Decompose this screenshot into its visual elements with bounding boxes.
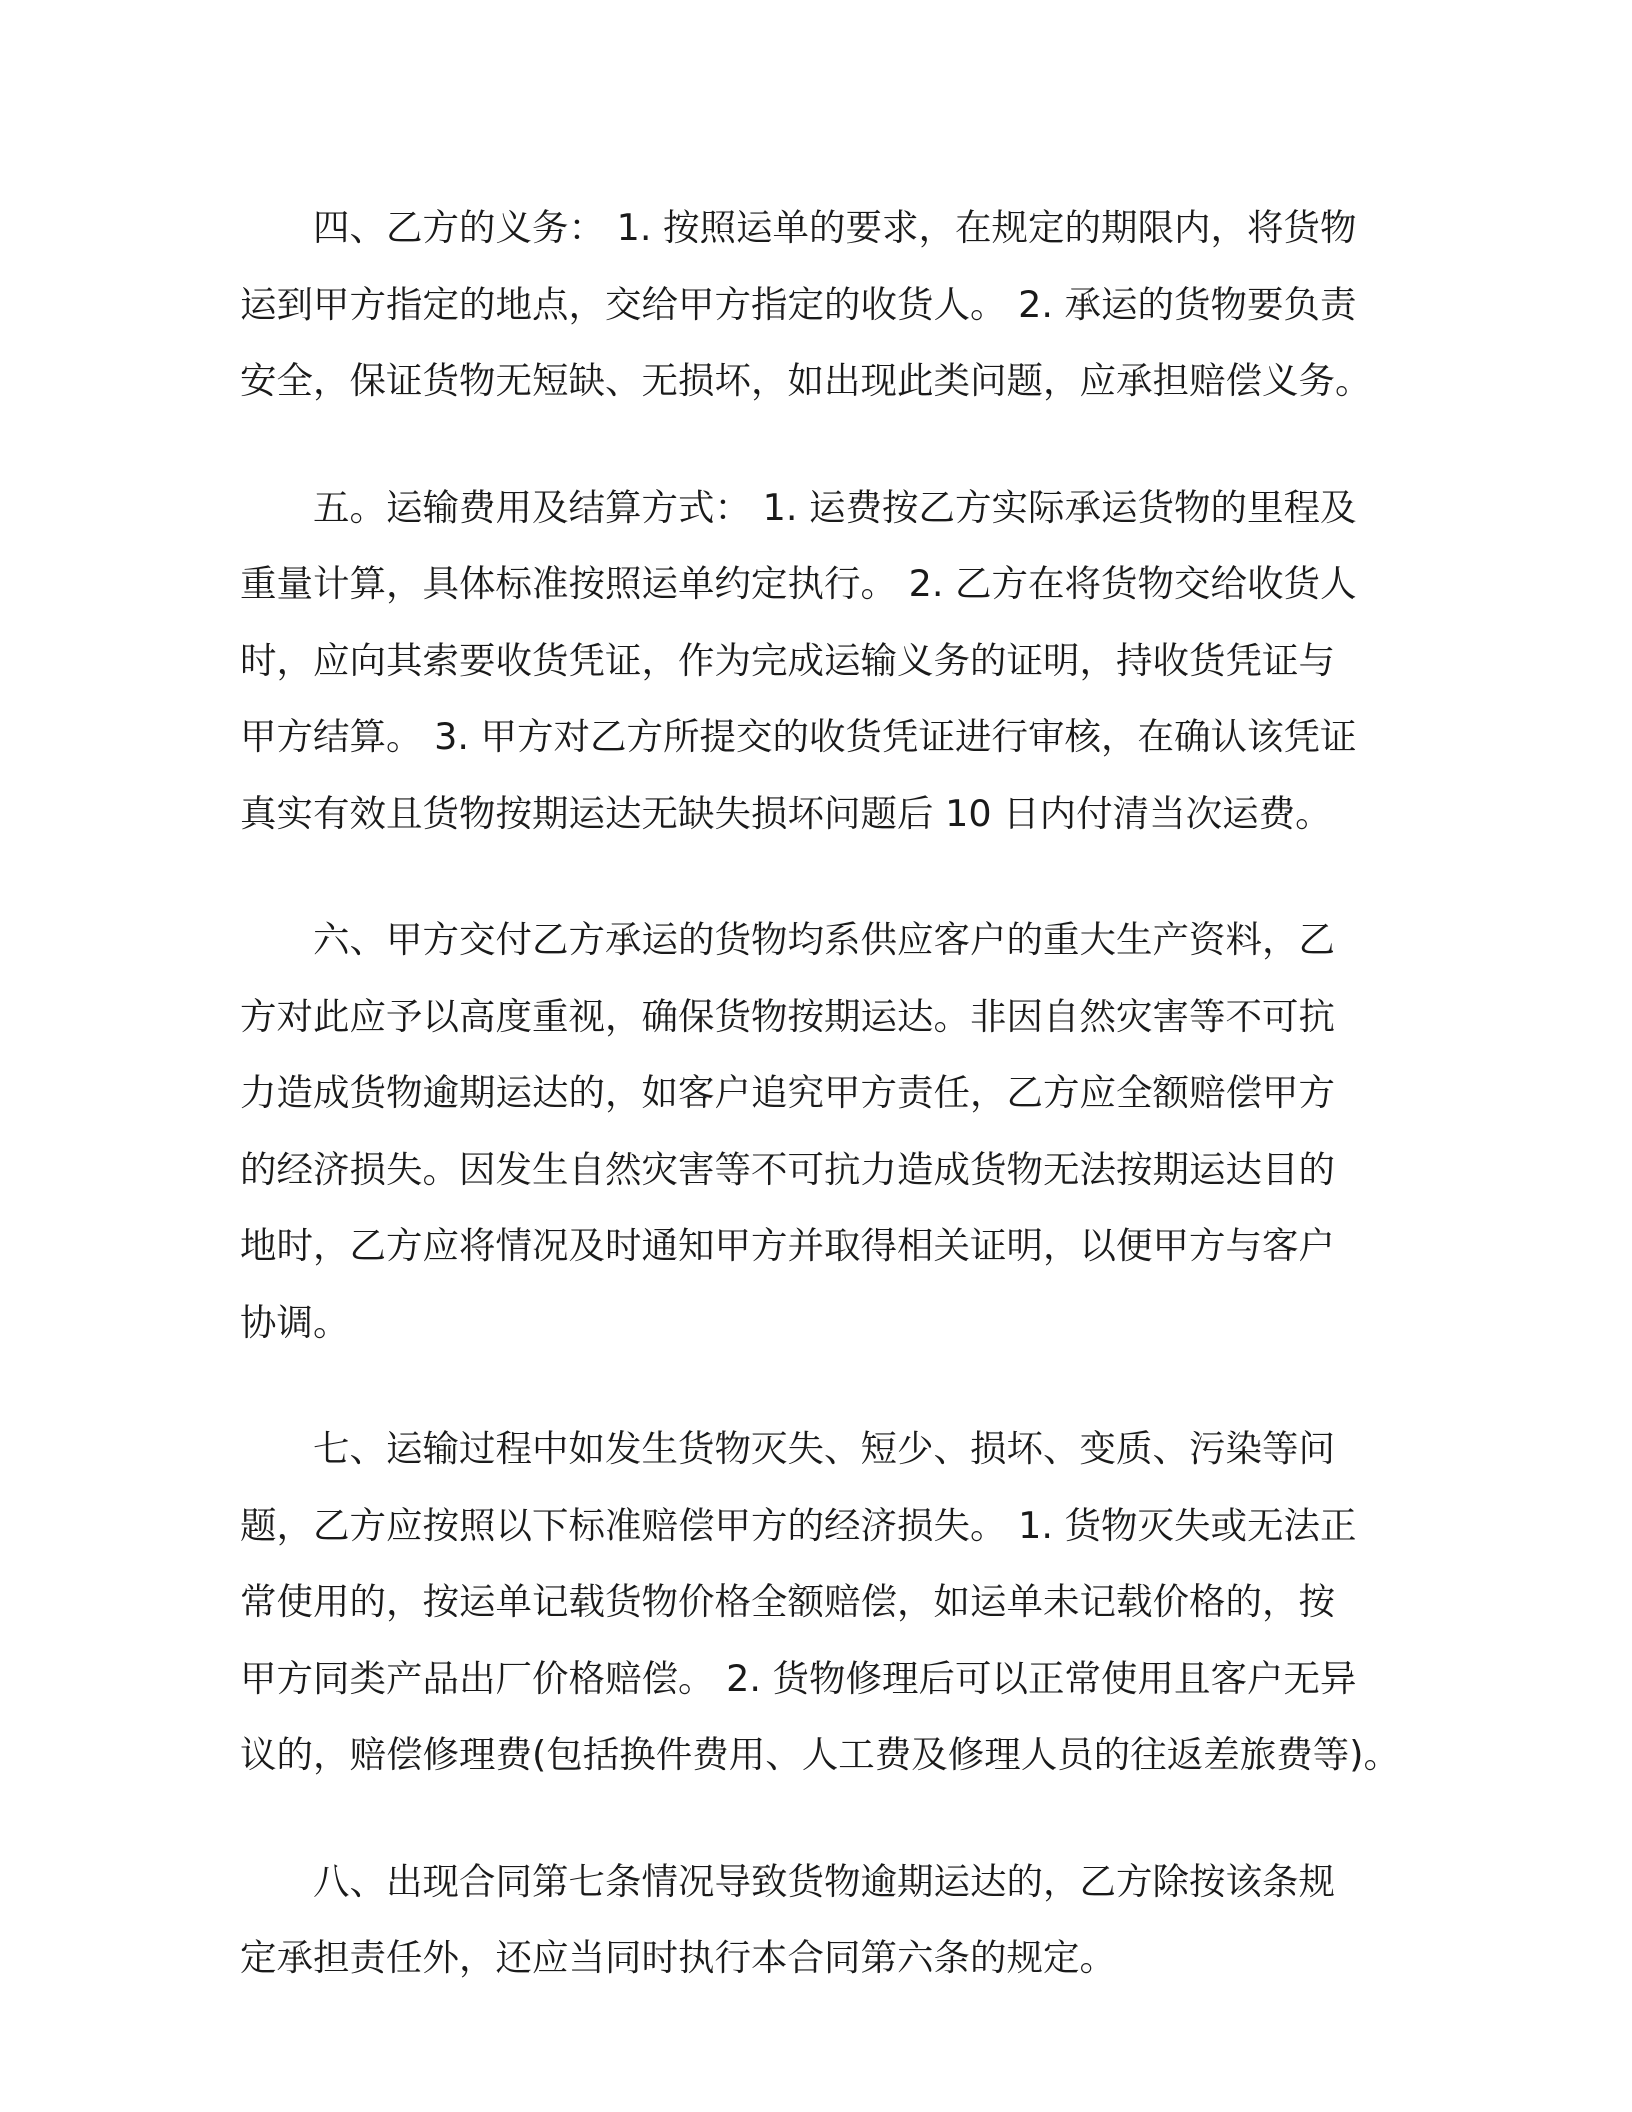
text-line: 题，乙方应按照以下标准赔偿甲方的经济损失。 1. 货物灭失或无法正 — [240, 1503, 1357, 1547]
clause-7 — [240, 1411, 1400, 1794]
text-line: 甲方同类产品出厂价格赔偿。 2. 货物修理后可以正常使用且客户无异 — [240, 1656, 1357, 1700]
clause-8 — [240, 1844, 1368, 1997]
text-line: 甲方结算。 3. 甲方对乙方所提交的收货凭证进行审核，在确认该凭证 — [240, 715, 1357, 758]
text-line: 时，应向其索要收货凭证，作为完成运输义务的证明，持收货凭证与 — [240, 638, 1335, 682]
text-line: 八、出现合同第七条情况导致货物逾期运达的，乙方除按该条规 — [313, 1859, 1335, 1903]
clause-5 — [240, 470, 1368, 853]
text-line: 真实有效且货物按期运达无缺失损坏问题后 10 日内付清当次运费。 — [240, 791, 1332, 835]
text-line: 协调。 — [240, 1300, 350, 1344]
text-line: 的经济损失。因发生自然灾害等不可抗力造成货物无法按期运达目的 — [240, 1147, 1335, 1191]
document-body — [240, 190, 1400, 2047]
text-line: 议的，赔偿修理费(包括换件费用、人工费及修理人员的往返差旅费等)。 — [240, 1733, 1400, 1776]
text-line: 七、运输过程中如发生货物灭失、短少、损坏、变质、污染等问 — [313, 1427, 1335, 1470]
text-line: 安全，保证货物无短缺、无损坏，如出现此类问题，应承担赔偿义务。 — [240, 359, 1372, 402]
text-line: 四、乙方的义务： 1. 按照运单的要求，在规定的期限内，将货物 — [313, 206, 1357, 249]
text-line: 常使用的，按运单记载货物价格全额赔偿，如运单未记载价格的，按 — [240, 1580, 1335, 1623]
text-line: 六、甲方交付乙方承运的货物均系供应客户的重大生产资料，乙 — [313, 918, 1335, 961]
text-line: 定承担责任外，还应当同时执行本合同第六条的规定。 — [240, 1936, 1116, 1979]
text-line: 运到甲方指定的地点，交给甲方指定的收货人。 2. 承运的货物要负责 — [240, 282, 1357, 326]
text-line: 地时，乙方应将情况及时通知甲方并取得相关证明，以便甲方与客户 — [240, 1224, 1335, 1267]
text-line: 方对此应予以高度重视，确保货物按期运达。非因自然灾害等不可抗 — [240, 994, 1335, 1038]
clause-4 — [240, 190, 1372, 420]
text-line: 重量计算，具体标准按照运单约定执行。 2. 乙方在将货物交给收货人 — [240, 562, 1357, 605]
text-line: 力造成货物逾期运达的，如客户追究甲方责任，乙方应全额赔偿甲方 — [240, 1071, 1335, 1114]
text-line: 五。运输费用及结算方式： 1. 运费按乙方实际承运货物的里程及 — [313, 485, 1357, 529]
clause-6 — [240, 902, 1368, 1361]
